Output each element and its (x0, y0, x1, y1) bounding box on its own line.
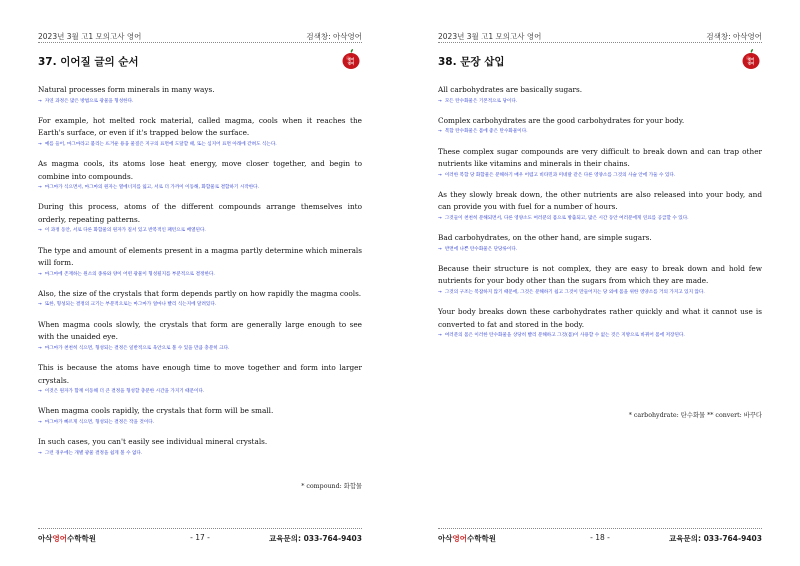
svg-text:영어: 영어 (747, 57, 755, 62)
header-search-hint: 검색창: 아삭영어 (706, 32, 762, 41)
english-sentence: Because their structure is not complex, they are easy to break down and hold few nutrients for your body other than the sugars from which they are made. (438, 263, 762, 286)
arrow-icon: → (438, 333, 442, 339)
page-title: 37. 이어질 글의 순서 (38, 56, 139, 68)
korean-translation: → 여러분의 몸은 이러한 탄수화물을 상당히 빨리 분해하고 그것(몸)이 사용할 수 없는 것은 지방으로 바뀌어 몸에 저장된다. (438, 333, 685, 339)
korean-translation: → 그런 경우에는 개별 광물 결정을 쉽게 볼 수 없다. (38, 450, 143, 456)
arrow-icon: → (438, 215, 442, 221)
sentence-item (38, 436, 362, 458)
svg-text:영어: 영어 (347, 61, 355, 66)
korean-translation: → 복합 탄수화물은 몸에 좋은 탄수화물이다. (438, 129, 528, 135)
arrow-icon: → (38, 419, 42, 425)
english-sentence: The type and amount of elements present in a magma partly determine which minerals will form. (38, 245, 362, 268)
sentence-item (38, 115, 362, 149)
sentence-item (38, 319, 362, 353)
arrow-icon: → (438, 246, 442, 252)
svg-text:영어: 영어 (347, 57, 355, 62)
sentence-item (38, 201, 362, 235)
academy-name: 아삭영어수학학원 (438, 534, 496, 543)
korean-translation: → 마그마가 천천히 식으면, 형성되는 결정은 일반적으로 육안으로 볼 수 있을 만큼 충분히 크다. (38, 345, 230, 351)
english-sentence: When magma cools rapidly, the crystals that form will be small. (38, 406, 274, 416)
contact-info: 교육문의: 033-764-9403 (268, 534, 362, 543)
english-sentence: Your body breaks down these carbohydrates rather quickly and what it cannot use is converted to fat and stored in the body. (438, 307, 762, 329)
arrow-icon: → (38, 141, 42, 147)
english-sentence: As they slowly break down, the other nutrients are also released into your body, and can provide you with fuel for a number of hours. (438, 189, 762, 212)
page-number: - 17 - (190, 533, 210, 542)
korean-translation: → 이것은 원자가 함께 이동해 더 큰 결정을 형성할 충분한 시간을 가지기 때문이다. (38, 389, 205, 395)
korean-translation: → 이 과정 동안, 서로 다른 화합물의 원자가 질서 있고 반복적인 패턴으로 배열된다. (38, 228, 206, 234)
footnote: * carbohydrate: 탄수화물 ** convert: 바꾸다 (628, 412, 762, 419)
english-sentence: When magma cools slowly, the crystals that form are generally large enough to see with the unaided eye. (38, 319, 362, 342)
footnote: * compound: 화합물 (301, 483, 362, 490)
sentence-item (438, 115, 762, 137)
arrow-icon: → (38, 98, 42, 104)
arrow-icon: → (438, 172, 442, 178)
arrow-icon: → (38, 185, 42, 191)
sentence-item (438, 84, 762, 106)
korean-translation: → 그것들이 천천히 분해되면서, 다른 영양소도 여러분의 몸으로 방출되고, 많은 시간 동안 여러분에게 연료를 공급할 수 있다. (438, 215, 689, 221)
english-sentence: Bad carbohydrates, on the other hand, are simple sugars. (438, 233, 652, 243)
english-sentence: For example, hot melted rock material, called magma, cools when it reaches the Earth's surface, or even if it's trapped below the surface. (38, 115, 362, 138)
sentence-item (38, 405, 362, 427)
arrow-icon: → (38, 302, 42, 308)
korean-translation: → 마그마가 식으면서, 마그마의 원자는 열에너지를 잃고, 서로 더 가까이 이동해, 화합물로 결합하기 시작한다. (38, 185, 260, 191)
korean-translation: → 자연 과정은 많은 방법으로 광물을 형성한다. (38, 98, 134, 104)
english-sentence: In such cases, you can't easily see individual mineral crystals. (38, 437, 268, 447)
korean-translation: → 마그마가 빠르게 식으면, 형성되는 결정은 작을 것이다. (38, 419, 155, 425)
header-exam-title: 2023년 3월 고1 모의고사 영어 (38, 32, 142, 41)
sentence-item (438, 146, 762, 180)
header-search-hint: 검색창: 아삭영어 (306, 32, 362, 41)
academy-name: 아삭영어수학학원 (38, 534, 96, 543)
arrow-icon: → (38, 345, 42, 351)
apple-logo-icon (342, 49, 360, 69)
header-exam-title: 2023년 3월 고1 모의고사 영어 (438, 32, 542, 41)
contact-info: 교육문의: 033-764-9403 (668, 534, 762, 543)
english-sentence: Natural processes form minerals in many ways. (38, 85, 215, 94)
korean-translation: → 이러한 복합 당 화합물은 분해하기 매우 어렵고 비타민과 미네랄 같은 다른 영양소를 그것의 사슬 안에 가둘 수 있다. (438, 172, 676, 178)
svg-text:영어: 영어 (747, 61, 755, 66)
left-page-header (38, 30, 362, 43)
right-page (400, 0, 800, 566)
sentence-item (38, 158, 362, 192)
page-number: - 18 - (590, 533, 610, 542)
right-page-footer (438, 528, 762, 543)
korean-translation: → 모든 탄수화물은 기본적으로 당이다. (438, 98, 518, 104)
sentence-item (438, 306, 762, 340)
english-sentence: Complex carbohydrates are the good carbohydrates for your body. (438, 115, 685, 125)
english-sentence: This is because the atoms have enough time to move together and form into larger crystals. (38, 363, 362, 385)
korean-translation: → 그것의 구조는 복잡하지 않기 때문에, 그것은 분해하기 쉽고 그것이 만들어지는 당 외에 몸을 위한 영양소를 거의 가지고 있지 않다. (438, 289, 705, 295)
arrow-icon: → (38, 450, 42, 456)
sentence-item (38, 288, 362, 310)
sentence-item (38, 245, 362, 279)
korean-translation: → 마그마에 존재하는 원소의 종류와 양이 어떤 광물이 형성될지를 부분적으로 결정한다. (38, 271, 215, 277)
arrow-icon: → (38, 271, 42, 277)
right-page-header (438, 30, 762, 43)
sentence-item (438, 263, 762, 297)
page-title: 38. 문장 삽입 (438, 56, 505, 68)
english-sentence: Also, the size of the crystals that form depends partly on how rapidly the magma cools. (38, 288, 362, 298)
arrow-icon: → (38, 228, 42, 234)
arrow-icon: → (438, 129, 442, 135)
english-sentence: These complex sugar compounds are very difficult to break down and can trap other nutrients like vitamins and minerals in their chains. (438, 146, 762, 169)
apple-logo-icon (742, 49, 760, 69)
sentence-item (38, 84, 362, 106)
korean-translation: → 또한, 형성되는 결정의 크기는 부분적으로는 마그마가 얼마나 빨리 식는지에 달려있다. (38, 302, 217, 308)
english-sentence: All carbohydrates are basically sugars. (438, 85, 583, 94)
korean-translation: → 반면에 나쁜 탄수화물은 단당류이다. (438, 246, 518, 252)
left-passage (38, 84, 362, 467)
sentence-item (438, 189, 762, 223)
english-sentence: During this process, atoms of the different compounds arrange themselves into orderly, repeating patterns. (38, 202, 362, 224)
korean-translation: → 예를 들어, 마그마라고 불리는 뜨거운 용융 물질은 지구의 표면에 도달할 때, 또는 심지어 표면 아래에 갇혀도 식는다. (38, 141, 277, 147)
sentence-item (438, 232, 762, 254)
right-passage (438, 84, 762, 350)
left-page-footer (38, 528, 362, 543)
arrow-icon: → (38, 389, 42, 395)
english-sentence: As magma cools, its atoms lose heat energy, move closer together, and begin to combine into compounds. (38, 159, 362, 181)
arrow-icon: → (438, 289, 442, 295)
sentence-item (38, 362, 362, 396)
arrow-icon: → (438, 98, 442, 104)
